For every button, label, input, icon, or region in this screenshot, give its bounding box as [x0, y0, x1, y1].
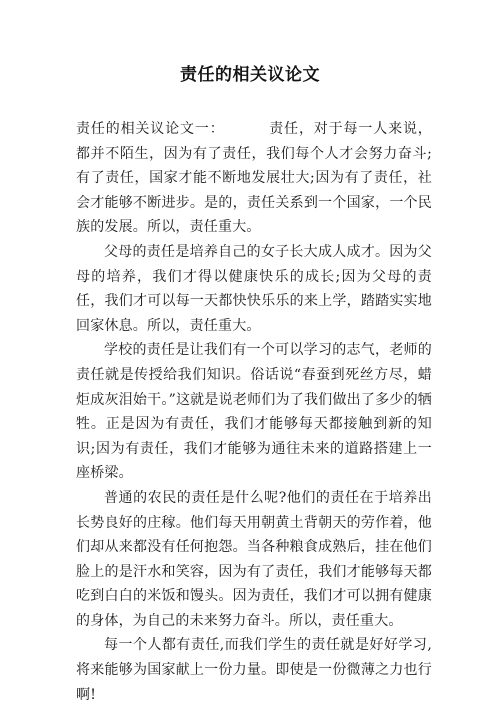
paragraph-intro [76, 117, 432, 240]
document-title: 责任的相关议论文 [180, 65, 320, 85]
paragraph-students: 每一个人都有责任,而我们学生的责任就是好好学习,将来能够为国家献上一份力量。即使是一份微薄之力也行啊! [76, 637, 432, 703]
paragraph-school: 学校的责任是让我们有一个可以学习的志气，老师的责任就是传授给我们知识。俗话说“春蚕到死丝方尽，蜡炬成灰泪始干。”这就是说老师们为了我们做出了多少的牺牲。正是因为有责任，我们才能够每天都接触到新的知识;因为有责任，我们才能够为通往未来的道路搭建上一座桥梁。 [76, 342, 432, 482]
paragraph-farmers: 普通的农民的责任是什么呢?他们的责任在于培养出长势良好的庄稼。他们每天用朝黄土背朝天的劳作着，他们却从来都没有任何抱怨。当各种粮食成熟后，挂在他们脸上的是汗水和笑容，因为有了责任，我们才能够每天都吃到白白的米饭和馒头。因为责任，我们才可以拥有健康的身体，为自己的未来努力奋斗。所以，责任重大。 [76, 489, 432, 629]
paragraph-parents: 父母的责任是培养自己的女子长大成人成才。因为父母的培养，我们才得以健康快乐的成长;因为父母的责任，我们才可以每一天都快快乐乐的来上学，踏踏实实地回家休息。所以，责任重大。 [76, 243, 432, 334]
intro-label: 责任的相关议论文一： [76, 121, 225, 137]
paragraph-1-text: 责任，对于每一人来说，都并不陌生，因为有了责任，我们每个人才会努力奋斗;有了责任，国家才能不断地发展壮大;因为有了责任，社会才能够不断进步。是的，责任关系到一个国家，一个民族的发展。所以，责任重大。 [76, 121, 433, 236]
document-body [76, 117, 432, 707]
